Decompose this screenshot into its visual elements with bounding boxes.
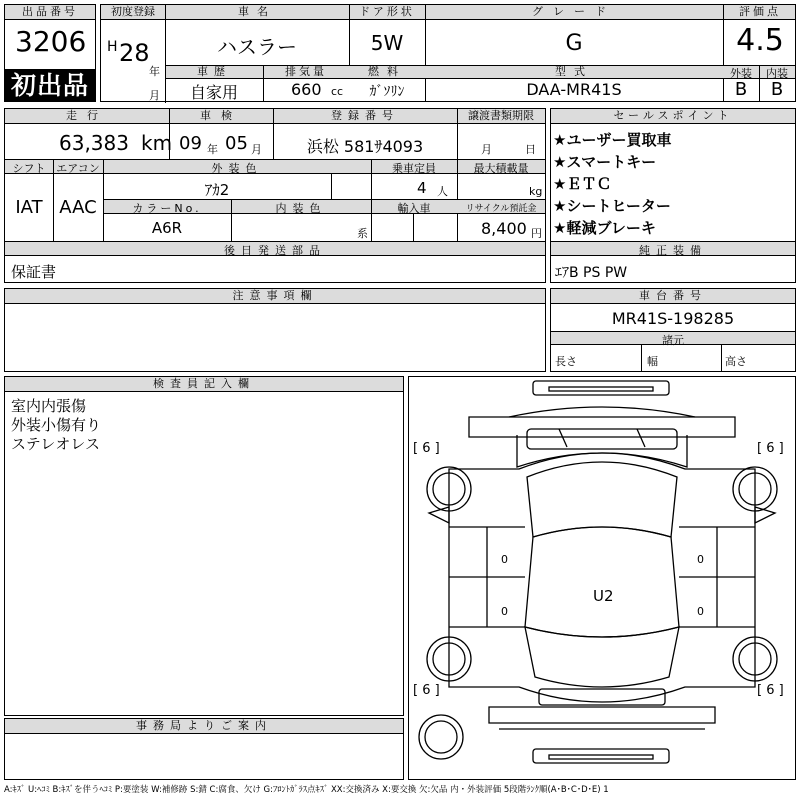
history-label: 車歴 [197,65,231,78]
lot-label: 出品番号 [5,5,95,20]
lot-number: 3206 [15,25,87,58]
ac-label: エアコン [56,162,100,175]
ext-grade: B [734,79,748,100]
insp-year-unit: 年 [207,143,218,156]
tire-label-front-right: [ 6 ] [757,441,784,456]
inspector-label: 検査員記入欄 [5,377,403,392]
chassis-label: 車台番号 [551,289,795,304]
top-info-box [100,4,796,102]
selling-point: ★軽減ブレーキ [553,219,656,237]
selling-point: ★ＥＴＣ [553,175,612,193]
recycle-amount: 8,400 [481,219,527,238]
length-label: 長さ [555,355,577,368]
capacity-unit: 人 [437,185,448,198]
model-code: DAA-MR41S [526,80,622,99]
selling-point: ★ユーザー買取車 [553,131,672,149]
car-diagram-svg [409,377,795,779]
notes-box [4,288,546,372]
office-box [4,718,404,780]
shift-label: シフト [12,162,46,175]
mileage: 63,383 [59,131,129,155]
selling-point: ★シートヒーター [553,197,671,215]
first-reg-label: 初度登録 [101,5,165,20]
capacity: 4 [417,179,427,197]
load-unit: kg [529,185,543,198]
inspector-note: ステレオレス [11,435,100,453]
zero-mark-3: 0 [697,553,704,566]
ext-label: 外装 [730,67,752,80]
inspection-label: 車検 [200,109,242,122]
selling-points-box [550,108,796,283]
equipment: ｴｱB PS PW [555,265,628,281]
fuel-label: 燃料 [368,65,406,78]
chassis-number: MR41S-198285 [611,309,735,328]
zero-mark-1: 0 [501,553,508,566]
inspector-note: 室内内張傷 [11,397,87,415]
color-no: A6R [151,219,183,237]
spec-label: 諸元 [662,334,684,347]
transfer-day: 日 [525,143,536,156]
door-type: 5W [370,31,404,55]
model-label: 型式 [555,65,593,78]
exterior-color-label: 外装色 [211,162,263,175]
equipment-label: 純正装備 [639,244,707,257]
history: 自家用 [189,83,238,102]
km-unit: km [141,131,173,155]
tire-label-rear-right: [ 6 ] [757,683,784,698]
grade: G [565,31,583,56]
int-label: 内装 [766,67,788,80]
car-name-label: 車名 [165,5,349,20]
shift: IAT [15,197,43,218]
cc-unit: cc [331,85,344,98]
plate-label: 登録番号 [331,109,399,122]
office-label: 事務局よりご案内 [5,719,403,734]
later-parts: 保証書 [11,263,57,281]
tire-label-rear-left: [ 6 ] [413,683,440,698]
interior-color-label: 内装色 [275,202,327,215]
inspection-month: 05 [225,133,248,154]
details-box [4,108,546,283]
zero-mark-2: 0 [501,605,508,618]
interior-suffix: 系 [357,227,368,240]
chassis-box [550,288,796,372]
later-parts-label: 後日発送部品 [224,244,326,257]
displacement-label: 排気量 [285,65,327,78]
car-name: ハスラー [217,35,297,59]
door-label: ドア形状 [349,5,425,20]
color-no-label: カラーNo. [132,202,202,215]
tire-label-front-left: [ 6 ] [413,441,440,456]
height-label: 高さ [725,355,747,368]
inspection-year: 09 [179,133,202,154]
first-listing-badge: 初出品 [5,69,95,102]
width-label: 幅 [647,355,658,368]
mileage-label: 走行 [66,109,108,122]
transfer-month: 月 [481,143,492,156]
month-unit: 月 [149,89,160,102]
zero-mark-4: 0 [697,605,704,618]
import-label: 輸入車 [397,202,431,215]
reg-year: 28 [119,39,150,67]
ac: AAC [59,197,97,218]
score: 4.5 [736,23,784,58]
fuel: ｶﾞｿﾘﾝ [369,84,405,100]
grade-label: グレード [425,5,723,20]
legend: A:ｷｽﾞ U:ﾍｺﾐ B:ｷｽﾞを伴うﾍｺﾐ P:要塗装 W:補修跡 S:錆 C:腐食、欠け G:ﾌﾛﾝﾄｶﾞﾗｽ点ｷｽﾞ XX:交換済み X:要交換 欠:欠品 内・外装評価 5段階ﾗﾝｸ順(A･B･C･D･E) 1 [4,785,609,795]
damage-diagram [408,376,796,780]
notes-label: 注意事項欄 [5,289,545,304]
year-unit: 年 [149,65,160,78]
load-label: 最大積載量 [473,162,529,175]
inspector-note: 外装小傷有り [11,416,102,434]
capacity-label: 乗車定員 [392,162,436,175]
insp-month-unit: 月 [251,143,262,156]
damage-mark-roof: U2 [593,587,614,605]
yen-unit: 円 [531,227,542,240]
plate-number: 浜松 581ｻ4093 [306,137,424,156]
displacement: 660 [291,80,322,99]
int-grade: B [770,79,784,100]
lot-box [4,4,96,102]
selling-point: ★スマートキー [553,153,657,171]
score-label: 評価点 [725,5,795,20]
transfer-label: 譲渡書類期限 [468,109,534,122]
era-mark: H [107,39,118,55]
selling-label: セールスポイント [551,109,795,124]
recycle-label: リサイクル預託金 [465,204,537,214]
inspector-box [4,376,404,716]
exterior-color: ｱｶ2 [204,181,230,199]
